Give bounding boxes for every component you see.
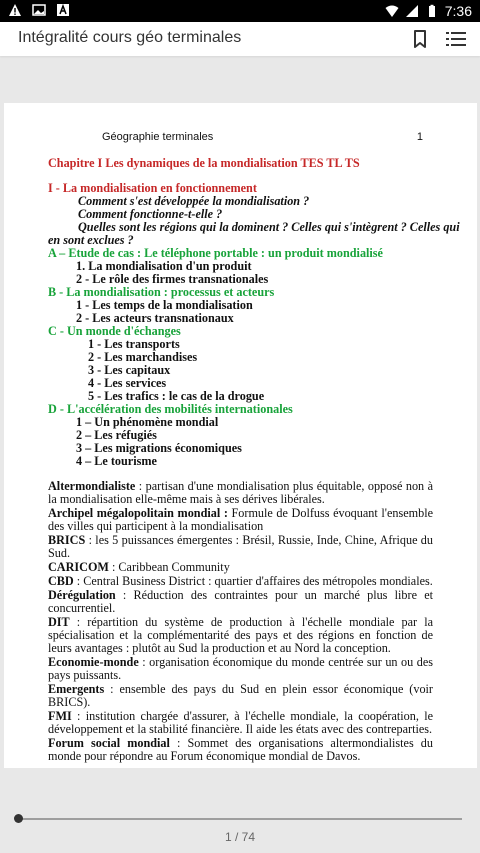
glossary-term: BRICS bbox=[48, 533, 86, 547]
list-item: 1 - Les transports bbox=[88, 337, 180, 351]
glossary-definition: : partisan d'une mondialisation plus équitable, opposé non à la mondialisation elle-même mais à ses dérives libérales. bbox=[48, 479, 433, 506]
current-page: 1 bbox=[224, 830, 232, 844]
glossary-definition: : institution chargée d'assurer, à l'échelle mondiale, la coopération, le développement et la stabilité financière. Il aide les états avec des contreparties. bbox=[48, 709, 433, 736]
list-item: 1 – Un phénomène mondial bbox=[76, 415, 219, 429]
page-indicator bbox=[0, 830, 480, 844]
page-slider-thumb[interactable] bbox=[14, 814, 23, 823]
glossary-term: Forum social mondial bbox=[48, 736, 170, 750]
page-header-title: Géographie terminales bbox=[102, 131, 214, 143]
glossary-entry bbox=[48, 575, 433, 588]
a-icon bbox=[56, 3, 70, 17]
page-number: 1 bbox=[416, 131, 423, 143]
list-item: 2 - Les acteurs transnationaux bbox=[76, 311, 234, 325]
glossary-entry bbox=[48, 589, 433, 615]
glossary-entry bbox=[48, 480, 433, 506]
glossary-definition: : Caribbean Community bbox=[108, 560, 230, 574]
app-bar bbox=[0, 22, 480, 56]
glossary-entry bbox=[48, 737, 433, 763]
glossary-term: Dérégulation bbox=[48, 588, 116, 602]
image-icon bbox=[32, 3, 46, 17]
glossary-term: Economie-monde bbox=[48, 655, 139, 669]
subsection-heading: A – Etude de cas : Le téléphone portable : un produit mondialisé bbox=[48, 246, 383, 260]
glossary-definition: : répartition du système de production à l'échelle mondiale par la spécialisation et la complémentarité des pays et des régions en fonction de leurs avantages : plutôt au Sud la production et au Nord la conception. bbox=[48, 615, 433, 655]
glossary-term: CBD bbox=[48, 574, 74, 588]
glossary-term: Emergents bbox=[48, 682, 105, 696]
list-item: 1. La mondialisation d'un produit bbox=[76, 259, 252, 273]
status-time: 7:36 bbox=[444, 3, 472, 19]
glossary-definition: : Sommet des organisations altermondialistes du monde pour répondre au Forum économique mondial de Davos. bbox=[48, 736, 433, 763]
page-slider[interactable] bbox=[18, 814, 462, 824]
glossary-term: FMI bbox=[48, 709, 72, 723]
glossary-definition: : Central Business District : quartier d'affaires des métropoles mondiales. bbox=[73, 574, 433, 588]
glossary-term: DIT bbox=[48, 615, 70, 629]
glossary-definition: : les 5 puissances émergentes : Brésil, Russie, Inde, Chine, Afrique du Sud. bbox=[48, 533, 433, 560]
glossary bbox=[48, 480, 433, 763]
question: Comment s'est développée la mondialisation ? bbox=[78, 194, 310, 208]
subsection-heading: C - Un monde d'échanges bbox=[48, 324, 181, 338]
chapter-title: Chapitre I Les dynamiques de la mondialisation TES TL TS bbox=[48, 156, 360, 170]
question: Comment fonctionne-t-elle ? bbox=[78, 207, 223, 221]
total-pages: 74 bbox=[241, 830, 256, 844]
page-content bbox=[48, 129, 460, 763]
glossary-term: CARICOM bbox=[48, 560, 109, 574]
glossary-entry bbox=[48, 561, 433, 574]
list-item: 3 - Les capitaux bbox=[88, 363, 171, 377]
list-item: 2 - Les marchandises bbox=[88, 350, 198, 364]
section-heading: I - La mondialisation en fonctionnement bbox=[48, 181, 257, 195]
glossary-entry bbox=[48, 616, 433, 655]
glossary-term: Archipel mégalopolitain mondial : bbox=[48, 506, 228, 520]
document-title: Intégralité cours géo terminales bbox=[18, 29, 242, 46]
status-bar bbox=[0, 0, 480, 22]
document-page[interactable] bbox=[4, 103, 477, 768]
signal-icon bbox=[405, 4, 419, 18]
glossary-entry bbox=[48, 656, 433, 682]
glossary-definition: Formule de Dolfuss évoquant l'ensemble des villes qui participent à la mondialisation bbox=[48, 506, 433, 533]
list-item: 2 - Le rôle des firmes transnationales bbox=[76, 272, 269, 286]
list-item: 1 - Les temps de la mondialisation bbox=[76, 298, 253, 312]
glossary-entry bbox=[48, 534, 433, 560]
glossary-definition: : organisation économique du monde centrée sur un ou des pays puissants. bbox=[48, 655, 433, 682]
glossary-entry bbox=[48, 507, 433, 533]
battery-icon bbox=[425, 4, 439, 18]
subsection-heading: B - La mondialisation : processus et acteurs bbox=[48, 285, 275, 299]
page-separator: / bbox=[231, 830, 242, 844]
subsection-heading: D - L'accélération des mobilités internationales bbox=[48, 402, 293, 416]
glossary-definition: : Réduction des contraintes pour un marché plus libre et concurrentiel. bbox=[48, 588, 433, 615]
wifi-icon bbox=[385, 4, 399, 18]
list-item: 2 – Les réfugiés bbox=[76, 428, 157, 442]
bookmark-icon[interactable] bbox=[410, 28, 430, 50]
glossary-entry bbox=[48, 683, 433, 709]
question-continuation: en sont exclues ? bbox=[48, 233, 134, 247]
list-item: 4 – Le tourisme bbox=[76, 454, 157, 468]
glossary-term: Altermondialiste bbox=[48, 479, 136, 493]
list-item: 4 - Les services bbox=[88, 376, 167, 390]
list-item: 5 - Les trafics : le cas de la drogue bbox=[88, 389, 265, 403]
table-of-contents-icon[interactable] bbox=[444, 28, 468, 50]
glossary-definition: : ensemble des pays du Sud en plein essor économique (voir BRICS). bbox=[48, 682, 433, 709]
page-header bbox=[48, 129, 433, 149]
list-item: 3 – Les migrations économiques bbox=[76, 441, 242, 455]
page-slider-track[interactable] bbox=[18, 818, 462, 820]
warning-icon bbox=[8, 3, 22, 17]
question: Quelles sont les régions qui la dominent ? Celles qui s'intègrent ? Celles qui bbox=[78, 220, 460, 234]
glossary-entry bbox=[48, 710, 433, 736]
